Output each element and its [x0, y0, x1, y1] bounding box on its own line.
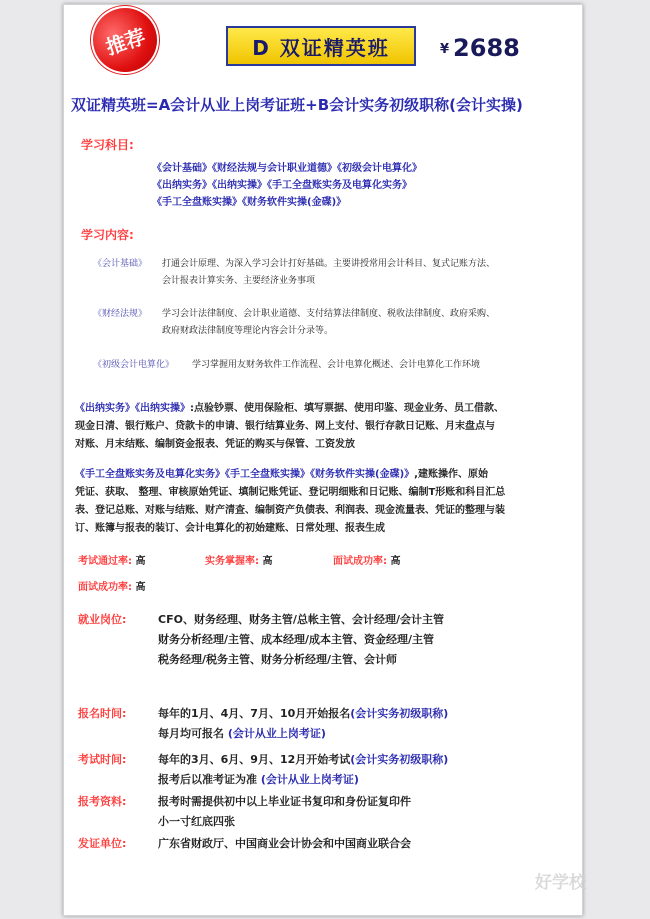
stat-label: 考试通过率: — [78, 556, 132, 567]
subjects-heading: 学习科目: — [81, 138, 134, 152]
stat-value: 高 — [135, 582, 146, 593]
bookkeeping-line: ,建账操作、原始 — [414, 469, 488, 480]
exam-label: 考试时间: — [78, 753, 127, 766]
signup-label: 报名时间: — [78, 707, 127, 720]
stat-value: 高 — [390, 556, 401, 567]
content-line: 打通会计原理、为深入学习会计打好基础。主要讲授常用会计科目、复式记账方法、 — [162, 259, 496, 269]
course-title: D 双证精英班 — [226, 26, 416, 66]
subjects-line: 《手工全盘账实操》《财务软件实操(金碟)》 — [152, 197, 347, 208]
jobs-label: 就业岗位: — [78, 613, 127, 626]
bookkeeping-line: 凭证、获取、 整理、审核原始凭证、填制记账凭证、登记明细账和日记账、编制T形账和科目汇总 — [75, 487, 506, 498]
content-line: 学习会计法律制度、会计职业道德、支付结算法律制度、税收法律制度、政府采购、 — [162, 309, 496, 319]
content-text — [162, 256, 495, 290]
price-symbol: ¥ — [440, 41, 450, 57]
documents-line: 报考时需提供初中以上毕业证书复印和身份证复印件 — [158, 795, 411, 808]
content-text — [192, 357, 480, 374]
stat-label: 面试成功率: — [333, 556, 387, 567]
content-line: 会计报表计算实务、主要经济业务事项 — [162, 276, 316, 286]
content-text — [162, 306, 495, 340]
stat-interview-rate — [333, 552, 400, 567]
bookkeeping-keys: 《手工全盘账实务及电算化实务》《手工全盘账实操》《财务软件实操(金碟)》 — [75, 469, 415, 480]
course-subtitle: 双证精英班=A会计从业上岗考证班+B会计实务初级职称(会计实操) — [71, 96, 523, 114]
price-value: 2688 — [453, 34, 520, 62]
content-key: 《会计基础》 — [93, 259, 148, 269]
subjects-line: 《会计基础》《财经法规与会计职业道德》《初级会计电算化》 — [152, 163, 422, 174]
exam-note: (会计从业上岗考证) — [260, 773, 359, 786]
signup-line: 每月均可报名 — [158, 727, 224, 740]
issuer-label: 发证单位: — [78, 837, 127, 850]
watermark-logo: 好学校 — [535, 873, 586, 893]
stat-value: 高 — [262, 556, 273, 567]
content-item — [93, 306, 147, 323]
course-price — [440, 34, 520, 62]
content-line: 学习掌握用友财务软件工作流程、会计电算化概述、会计电算化工作环境 — [192, 360, 481, 370]
content-heading: 学习内容: — [81, 228, 134, 242]
stat-interview-rate-2 — [78, 578, 145, 593]
content-key: 《财经法规》 — [93, 309, 148, 319]
content-line: 政府财政法律制度等理论内容会计分录等。 — [162, 326, 334, 336]
jobs-line: CFO、财务经理、财务主管/总帐主管、会计经理/会计主管 — [158, 613, 444, 626]
stat-label: 面试成功率: — [78, 582, 132, 593]
recommend-badge: 推荐 — [85, 0, 166, 80]
signup-note: (会计从业上岗考证) — [227, 727, 326, 740]
exam-line: 报考后以准考证为准 — [158, 773, 257, 786]
jobs-line: 财务分析经理/主管、成本经理/成本主管、资金经理/主管 — [158, 633, 435, 646]
cashier-line: :点验钞票、使用保险柜、填写票据、使用印鉴、现金业务、员工借款、 — [190, 403, 504, 414]
bookkeeping-paragraph — [75, 466, 575, 538]
cashier-paragraph — [75, 400, 575, 454]
jobs-block — [78, 610, 578, 670]
issuer-block — [78, 834, 578, 854]
jobs-line: 税务经理/税务主管、财务分析经理/主管、会计师 — [158, 653, 398, 666]
content-key: 《初级会计电算化》 — [93, 360, 175, 370]
exam-line: 每年的3月、6月、9月、12月开始考试 — [158, 753, 351, 766]
bookkeeping-line: 订、账簿与报表的装订、会计电算化的初始建账、日常处理、报表生成 — [75, 523, 385, 534]
exam-block — [78, 750, 578, 790]
bookkeeping-line: 表、登记总账、对账与结账、财产清查、编制资产负债表、利润表、现金流量表、凭证的整理与装 — [75, 505, 505, 516]
stat-value: 高 — [135, 556, 146, 567]
issuer-line: 广东省财政厅、中国商业会计协会和中国商业联合会 — [158, 837, 411, 850]
subjects-list — [152, 160, 422, 211]
signup-block — [78, 704, 578, 744]
stat-label: 实务掌握率: — [205, 556, 259, 567]
documents-line: 小一寸红底四张 — [158, 815, 235, 828]
content-item — [93, 256, 147, 273]
exam-note: (会计实务初级职称) — [350, 753, 449, 766]
documents-label: 报考资料: — [78, 795, 127, 808]
cashier-line: 对账、月末结账、编制资金报表、凭证的购买与保管、工资发放 — [75, 439, 355, 450]
cashier-keys: 《出纳实务》《出纳实操》 — [75, 403, 190, 414]
signup-note: (会计实务初级职称) — [350, 707, 449, 720]
signup-line: 每年的1月、4月、7月、10月开始报名 — [158, 707, 351, 720]
stat-practice-rate — [205, 552, 272, 567]
content-item — [93, 357, 174, 374]
subjects-line: 《出纳实务》《出纳实操》《手工全盘账实务及电算化实务》 — [152, 180, 412, 191]
documents-block — [78, 792, 578, 832]
cashier-line: 现金日清、银行账户、贷款卡的申请、银行结算业务、网上支付、银行存款日记账、月末盘点与 — [75, 421, 495, 432]
stat-pass-rate — [78, 552, 145, 567]
